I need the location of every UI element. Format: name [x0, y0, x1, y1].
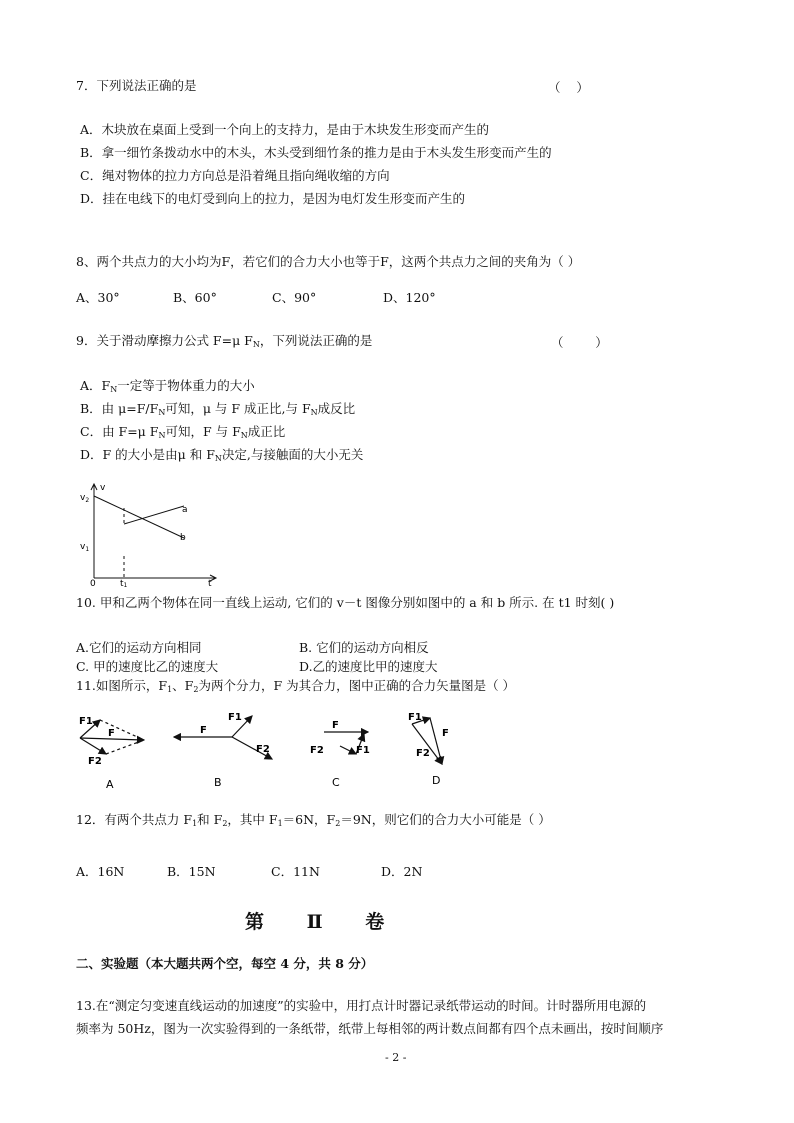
- q8-option-b: B、60°: [173, 290, 217, 305]
- fig-a-dash-2: [106, 740, 144, 754]
- q11-vector-figures: [70, 704, 490, 796]
- q8-option-d: D、120°: [383, 290, 436, 305]
- q10-option-b: B. 它们的运动方向相反: [299, 640, 429, 655]
- fig-d-f-arrow: [430, 718, 442, 764]
- q13-line-1: 13.在“测定匀变速直线运动的加速度”的实验中，用打点计时器记录纸带运动的时间。计时器所用电源的: [76, 998, 647, 1013]
- fig-a-f2-arrow: [80, 738, 106, 754]
- fig-a-f2-label: F2: [88, 756, 102, 767]
- fig-b-f-label: F: [200, 725, 207, 736]
- q7-option-c: C．绳对物体的拉力方向总是沿着绳且指向绳收缩的方向: [80, 168, 390, 183]
- v1-label: $v_1$: [80, 542, 90, 553]
- fig-a-caption: A: [106, 778, 114, 791]
- v2-label: $v_2$: [80, 493, 90, 504]
- q10-option-a: A.它们的运动方向相同: [76, 640, 202, 655]
- line-b-label: b: [180, 533, 186, 543]
- fig-c-f-label: F: [332, 720, 339, 731]
- v-axis-label: v: [100, 483, 106, 493]
- fig-d-f2-label: F2: [416, 748, 430, 759]
- q12-option-b: B．15N: [167, 864, 216, 879]
- q9-stem: 9．关于滑动摩擦力公式 F=μ $F_N$，下列说法正确的是: [76, 333, 373, 349]
- fig-a-f-label: F: [108, 728, 115, 739]
- q12-option-a: A．16N: [76, 864, 125, 879]
- fig-d-f1-label: F1: [408, 712, 422, 723]
- q12-option-d: D．2N: [381, 864, 423, 879]
- q7-option-a: A．木块放在桌面上受到一个向上的支持力，是由于木块发生形变而产生的: [80, 122, 490, 137]
- q7-option-d: D．挂在电线下的电灯受到向上的拉力，是因为电灯发生形变而产生的: [80, 191, 466, 206]
- fig-d-caption: D: [432, 774, 441, 787]
- line-b: [94, 496, 184, 538]
- line-a: [124, 506, 184, 524]
- fig-c-caption: C: [332, 776, 340, 789]
- q8-option-c: C、90°: [272, 290, 317, 305]
- q11-stem: 11.如图所示，$F_1$、$F_2$为两个分力，F 为其合力，图中正确的合力矢量图是（ ）: [76, 678, 516, 694]
- fig-b-caption: B: [214, 776, 222, 789]
- section-2-heading: 第 Ⅱ 卷: [245, 911, 403, 933]
- t-axis-label: t: [208, 579, 212, 588]
- q10-option-c: C. 甲的速度比乙的速度大: [76, 659, 219, 674]
- origin-label: 0: [90, 579, 96, 588]
- fig-a-dash-1: [100, 720, 144, 740]
- fig-c-f1-label: F1: [356, 745, 370, 756]
- line-a-label: a: [182, 505, 188, 515]
- fig-d-f-label: F: [442, 728, 449, 739]
- q8-stem: 8、两个共点力的大小均为F，若它们的合力大小也等于F，这两个共点力之间的夹角为（ ）: [76, 254, 581, 269]
- fig-b-f2-label: F2: [256, 744, 270, 755]
- fig-c-f2-label: F2: [310, 745, 324, 756]
- q10-option-d: D.乙的速度比甲的速度大: [299, 659, 438, 674]
- q10-stem: 10. 甲和乙两个物体在同一直线上运动, 它们的 v－t 图像分别如图中的 a 和 b 所示. 在 t1 时刻( ): [76, 595, 615, 610]
- q13-line-2: 频率为 50Hz，图为一次实验得到的一条纸带，纸带上每相邻的两计数点间都有四个点未画出，按时间顺序: [76, 1021, 664, 1036]
- part-2-heading: 二、实验题（本大题共两个空，每空 4 分，共 8 分）: [76, 956, 374, 971]
- q12-option-c: C．11N: [271, 864, 320, 879]
- q8-option-a: A、30°: [76, 290, 120, 305]
- q12-stem: 12．有两个共点力 $F_1$和 $F_2$，其中 $F_1=6N$，$F_2=9N$，则它们的合力大小可能是（ ）: [76, 812, 551, 828]
- fig-c-f2-arrow: [340, 746, 356, 754]
- fig-b-f1-label: F1: [228, 712, 242, 723]
- q9-option-b: B．由 $\mu=F/F_N$可知，μ 与 F 成正比,与 $F_N$成反比: [80, 401, 356, 417]
- t1-label: t1: [120, 579, 128, 588]
- q7-stem: 7．下列说法正确的是: [76, 78, 197, 93]
- q10-vt-graph: [76, 478, 226, 588]
- q9-option-c: C．由 F=μ $F_N$可知，F 与 $F_N$成正比: [80, 424, 286, 440]
- q7-option-b: B．拿一细竹条拨动水中的木头，木头受到细竹条的推力是由于木头发生形变而产生的: [80, 145, 552, 160]
- q9-option-d: D．F 的大小是由μ 和 $F_N$决定,与接触面的大小无关: [80, 447, 364, 463]
- q7-answer-paren: （ ）: [548, 80, 589, 95]
- fig-a-f1-label: F1: [79, 716, 93, 727]
- page-number: - 2 -: [385, 1051, 407, 1064]
- q9-option-a: A．$F_N$一定等于物体重力的大小: [80, 378, 255, 394]
- q9-answer-paren: （ ）: [551, 335, 608, 350]
